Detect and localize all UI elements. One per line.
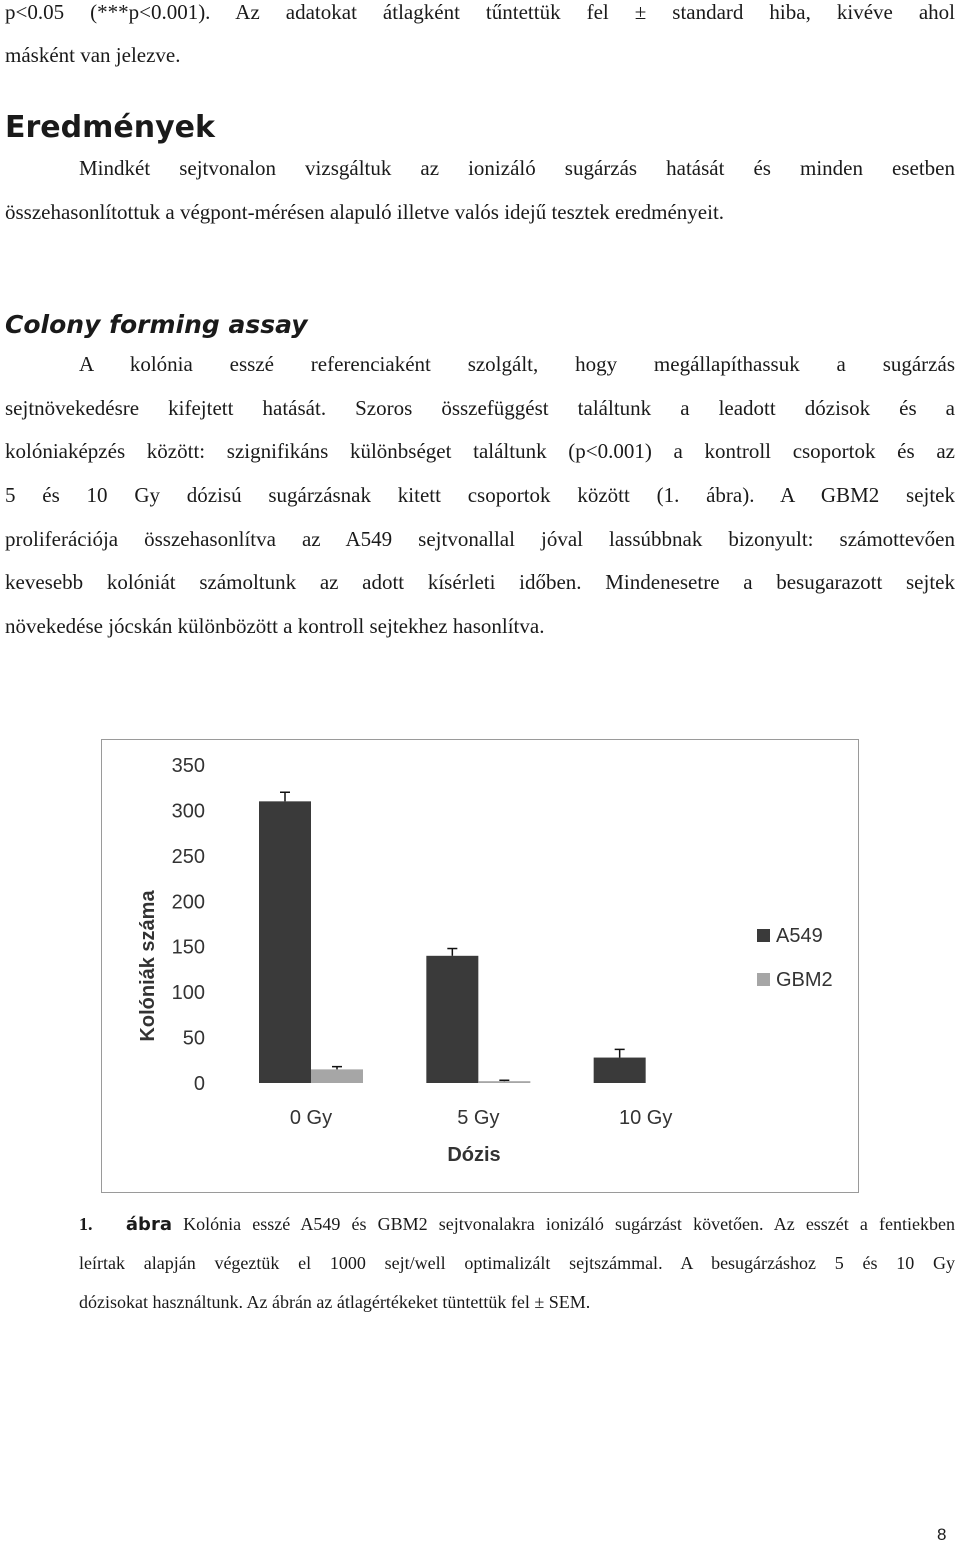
- caption-number: 1.: [79, 1214, 93, 1234]
- x-axis-title: Dózis: [447, 1144, 501, 1166]
- y-tick-label: 100: [171, 982, 205, 1005]
- y-tick-label: 50: [182, 1027, 205, 1050]
- x-tick-label: 10 Gy: [618, 1107, 673, 1129]
- x-tick-label: 5 Gy: [457, 1107, 500, 1129]
- caption-line-3: dózisokat használtunk. Az ábrán az átlagértékeket tüntettük fel ± SEM.: [79, 1292, 591, 1312]
- caption-line-1: [79, 1205, 955, 1244]
- bar-a549-1: [426, 956, 478, 1083]
- caption-label: ábra: [125, 1214, 172, 1235]
- colony-line-3: kolóniaképzés között: szignifikáns különbséget találtunk (p<0.001) a kontroll csoportok és az: [5, 439, 955, 463]
- results-heading: Eredmények: [5, 110, 215, 145]
- colony-line-6: kevesebb kolóniát számoltunk az adott kísérleti időben. Mindenesetre a besugarazott sejtek: [5, 570, 955, 594]
- x-tick-label: 0 Gy: [289, 1107, 333, 1129]
- page-number: 8: [937, 1525, 947, 1544]
- bar-gbm2-1: [478, 1081, 530, 1083]
- legend-label: A549: [776, 925, 823, 947]
- y-axis-title: Kolóniák száma: [137, 890, 159, 1042]
- y-tick-label: 150: [171, 936, 205, 959]
- colony-line-7: növekedése jócskán különbözött a kontroll sejtekhez hasonlítva.: [5, 614, 545, 638]
- results-line-2: összehasonlítottuk a végpont-mérésen alapuló illetve valós idejű tesztek eredményeit.: [5, 200, 725, 224]
- bar-a549-0: [259, 801, 311, 1083]
- caption-line-1-text: Kolónia esszé A549 és GBM2 sejtvonalakra ionizáló sugárzást követően. Az esszét a fentiekben: [183, 1214, 956, 1234]
- y-axis-ticks: [172, 755, 205, 1095]
- legend: [757, 925, 833, 991]
- caption-line-2: leírtak alapján végeztük el 1000 sejt/well optimalizált sejtszámmal. A besugárzáshoz 5 és 10 Gy: [79, 1253, 955, 1273]
- results-line-1: Mindkét sejtvonalon vizsgáltuk az ionizáló sugárzás hatását és minden esetben: [79, 156, 955, 180]
- intro-line-1: p<0.05 (***p<0.001). Az adatokat átlagként tűntettük fel ± standard hiba, kivéve ahol: [5, 0, 955, 24]
- bars: [259, 792, 646, 1083]
- figure-caption: [79, 1205, 955, 1322]
- colony-line-4: 5 és 10 Gy dózisú sugárzásnak kitett csoportok között (1. ábra). A GBM2 sejtek: [5, 483, 955, 507]
- bar-a549-2: [594, 1058, 646, 1083]
- y-tick-label: 200: [171, 891, 205, 914]
- bar-gbm2-0: [311, 1069, 363, 1083]
- legend-label: GBM2: [776, 969, 833, 991]
- colony-heading: Colony forming assay: [5, 310, 308, 339]
- intro-line-2: másként van jelezve.: [5, 43, 181, 67]
- legend-swatch: [757, 973, 770, 986]
- bar-chart: [102, 740, 858, 1192]
- y-tick-label: 0: [193, 1073, 205, 1095]
- colony-line-2: sejtnövekedésre kifejtett hatását. Szoros összefüggést találtunk a leadott dózisok és a: [5, 396, 955, 420]
- colony-line-1: A kolónia esszé referenciaként szolgált, hogy megállapíthassuk a sugárzás: [79, 352, 955, 376]
- figure-frame: [101, 739, 859, 1193]
- x-axis-labels: [290, 1107, 672, 1129]
- y-tick-label: 300: [171, 800, 205, 823]
- y-tick-label: 350: [171, 755, 205, 777]
- legend-swatch: [757, 929, 770, 942]
- colony-line-5: proliferációja összehasonlítva az A549 sejtvonallal jóval lassúbbnak bizonyult: számottevően: [5, 527, 955, 551]
- y-tick-label: 250: [171, 845, 205, 868]
